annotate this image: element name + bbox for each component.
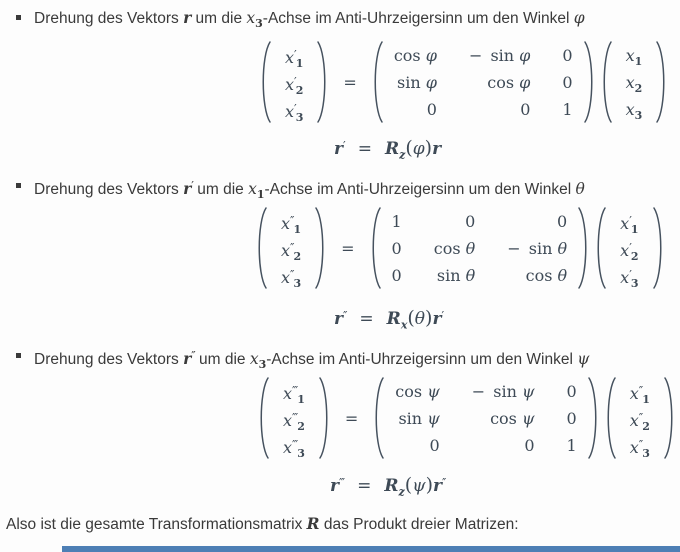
matrix-cell: 0: [391, 265, 402, 285]
matrix-equation-2: [254, 206, 666, 290]
result-vector: r′′: [334, 309, 347, 329]
vector-cell: $x'_1$: [285, 47, 304, 70]
rhs-vector: [593, 206, 665, 290]
matrix-cell: 0: [562, 72, 573, 92]
vector-equation-2: [334, 307, 443, 330]
vector-symbol: r: [183, 8, 192, 27]
equals-sign: =: [343, 72, 357, 92]
vector-cell: $x''_1$: [629, 383, 650, 406]
rotation-operator: $R_x(\theta)$: [386, 307, 433, 332]
matrix-cell: sin θ: [436, 265, 476, 285]
vector-cell: $x'''_1$: [283, 383, 305, 406]
equals-sign: =: [359, 309, 374, 329]
matrix-cell: 1: [566, 435, 577, 455]
transformation-matrix-symbol: R: [306, 514, 320, 533]
bullet-text: Drehung des Vektors r um die $x_3$-Achse im Anti-Uhrzeigersinn um den Winkel φ: [34, 8, 585, 31]
bullet-text: Drehung des Vektors r′ um die $x_1$-Achse im Anti-Uhrzeigersinn um den Winkel θ: [34, 179, 585, 202]
rotation-matrix: [370, 40, 597, 124]
bullet-square-icon: [16, 15, 21, 20]
matrix-cell: cos ψ: [490, 408, 535, 428]
matrix-paren-right-icon: [663, 376, 677, 460]
axis-symbol: $x_3$: [246, 9, 263, 31]
vector-cell: $x'_2$: [620, 240, 639, 263]
result-vector: r′′′: [330, 476, 345, 496]
rotation-matrix: [371, 376, 600, 460]
vector-equation-1: [334, 137, 441, 160]
matrix-paren-right-icon: [655, 40, 669, 124]
matrix-cell: 0: [465, 211, 476, 231]
bottom-accent-bar: [62, 546, 680, 552]
bullet-item-rotation-x-theta: [16, 176, 585, 205]
matrix-paren-right-icon: [314, 206, 328, 290]
matrix-cell: 0: [426, 99, 437, 119]
lhs-vector: [256, 376, 332, 460]
operand-vector: r: [432, 139, 442, 159]
matrix-paren-right-icon: [587, 376, 601, 460]
matrix-cell: sin ψ: [398, 408, 440, 428]
matrix-cell: − sin ψ: [471, 381, 535, 401]
vector-column: [268, 208, 314, 289]
vector-column: [613, 42, 656, 123]
equals-sign: =: [344, 408, 359, 428]
matrix-cell: 1: [391, 211, 402, 231]
matrix-paren-right-icon: [318, 376, 332, 460]
matrix-cell: sin φ: [397, 72, 437, 92]
matrix-cell: 0: [391, 238, 402, 258]
matrix-cell: 0: [524, 435, 535, 455]
vector-column: [607, 208, 651, 289]
vector-cell: $x''_2$: [629, 410, 650, 433]
matrix-cell: − sin θ: [507, 238, 568, 258]
matrix-paren-left-icon: [371, 376, 385, 460]
vector-column: [617, 378, 663, 459]
vector-cell: $x''_1$: [281, 213, 302, 236]
vector-cell: $x'''_2$: [283, 410, 305, 433]
vector-cell: $x''_3$: [629, 437, 650, 460]
vector-symbol: r′′: [183, 349, 195, 368]
matrix-equation-3: [256, 376, 677, 460]
equals-sign: =: [357, 476, 372, 496]
vector-cell: $x'_1$: [620, 213, 639, 236]
angle-symbol: ψ: [577, 350, 590, 368]
vector-cell: $x_2$: [625, 72, 643, 95]
vector-cell: $x'_3$: [285, 101, 304, 124]
matrix-cell: cos φ: [487, 72, 531, 92]
matrix-cell: 0: [429, 435, 440, 455]
lhs-vector: [258, 40, 330, 124]
matrix-paren-left-icon: [254, 206, 268, 290]
matrix-paren-left-icon: [370, 40, 384, 124]
rhs-vector: [599, 40, 670, 124]
matrix-cell: cos φ: [393, 45, 437, 65]
bullet-item-rotation-z-psi: [16, 346, 589, 375]
matrix-cell: 0: [556, 211, 568, 231]
equals-sign: =: [341, 238, 355, 258]
vector-cell: $x'_2$: [285, 74, 304, 97]
matrix-cell: 0: [566, 381, 577, 401]
vector-column: [270, 378, 318, 459]
matrix-cells: [382, 208, 578, 289]
matrix-cell: 0: [520, 99, 531, 119]
vector-cell: $x_3$: [625, 99, 643, 122]
matrix-paren-right-icon: [652, 206, 666, 290]
bullet-text: Drehung des Vektors r′′ um die $x_3$-Achse im Anti-Uhrzeigersinn um den Winkel ψ: [34, 349, 590, 372]
matrix-paren-left-icon: [593, 206, 607, 290]
axis-symbol: $x_1$: [248, 180, 265, 202]
vector-cell: $x''_2$: [281, 240, 302, 263]
matrix-cell: 0: [562, 45, 573, 65]
angle-symbol: φ: [573, 9, 585, 27]
operand-vector: r′: [432, 309, 444, 329]
matrix-paren-left-icon: [599, 40, 613, 124]
vector-cell: $x_1$: [625, 45, 643, 68]
matrix-cell: cos θ: [525, 265, 568, 285]
matrix-paren-left-icon: [368, 206, 382, 290]
vector-cell: $x'_3$: [620, 267, 639, 290]
lhs-vector: [254, 206, 328, 290]
vector-cell: $x''_3$: [281, 267, 302, 290]
bullet-square-icon: [16, 183, 21, 188]
matrix-cell: cos θ: [433, 238, 476, 258]
vector-column: [272, 42, 316, 123]
matrix-cell: cos ψ: [395, 381, 440, 401]
axis-symbol: $x_3$: [249, 350, 267, 372]
matrix-cells: [384, 42, 583, 123]
matrix-paren-right-icon: [316, 40, 330, 124]
closing-paragraph: Also ist die gesamte Transformationsmatrix R das Produkt dreier Matrizen:: [6, 514, 519, 533]
angle-symbol: θ: [575, 180, 585, 198]
matrix-paren-left-icon: [603, 376, 617, 460]
matrix-cells: [385, 378, 586, 459]
matrix-cell: − sin φ: [468, 45, 531, 65]
matrix-cell: 1: [562, 99, 573, 119]
matrix-equation-1: [258, 40, 669, 124]
equals-sign: =: [357, 139, 372, 159]
rotation-matrix: [368, 206, 592, 290]
vector-cell: $x'''_3$: [283, 437, 305, 460]
matrix-paren-left-icon: [256, 376, 270, 460]
bullet-item-rotation-z-phi: [16, 8, 585, 34]
matrix-cell: 0: [566, 408, 577, 428]
matrix-paren-right-icon: [583, 40, 597, 124]
rotation-operator: $R_z(\psi)$: [384, 474, 433, 499]
vector-symbol: r′: [183, 179, 193, 198]
rhs-vector: [603, 376, 677, 460]
vector-equation-3: [330, 474, 445, 497]
matrix-paren-left-icon: [258, 40, 272, 124]
bullet-square-icon: [16, 353, 21, 358]
operand-vector: r′′: [432, 476, 446, 496]
rotation-operator: $R_z(\varphi)$: [384, 137, 433, 162]
matrix-paren-right-icon: [577, 206, 591, 290]
result-vector: r′: [334, 139, 345, 159]
